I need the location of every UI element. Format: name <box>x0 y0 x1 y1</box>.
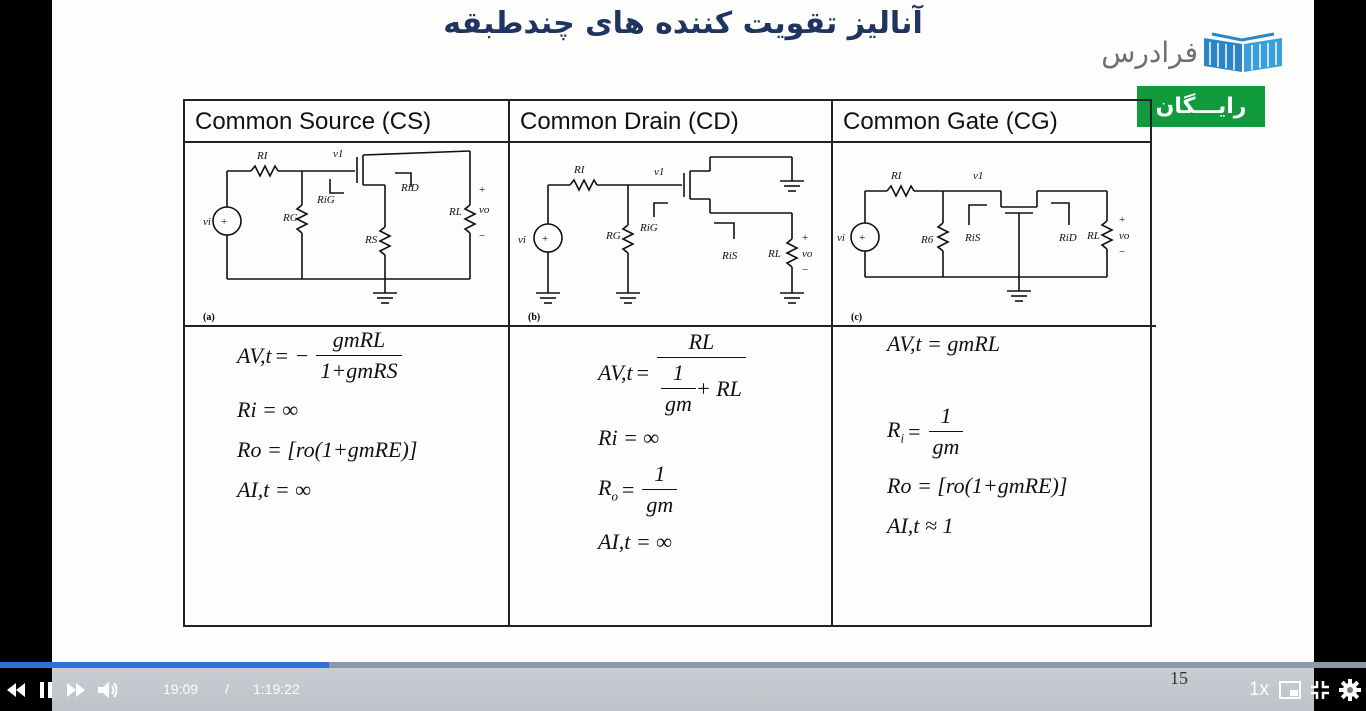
svg-text:vo: vo <box>802 248 813 260</box>
svg-text:v1: v1 <box>973 170 984 182</box>
svg-text:RiG: RiG <box>317 194 335 206</box>
cs-equations <box>185 327 508 625</box>
cd-output-resistance: $R_o$ = $\frac{1}{gm}$ <box>598 461 681 518</box>
av-denominator <box>657 357 746 417</box>
fast-forward-button[interactable] <box>64 668 88 711</box>
svg-text:+: + <box>479 184 486 196</box>
rewind-button[interactable] <box>4 668 28 711</box>
control-bar <box>0 668 1366 711</box>
svg-text:−: − <box>1119 246 1126 258</box>
av-fraction <box>316 327 401 384</box>
svg-text:RL: RL <box>449 206 462 218</box>
cg-circuit-diagram <box>833 143 1156 327</box>
exit-fullscreen-icon <box>1311 681 1329 699</box>
fast-forward-icon <box>67 683 85 697</box>
cd-current-gain: AI,t = ∞ <box>598 529 672 554</box>
av-denominator-rest: + RL <box>695 375 742 401</box>
slide-title: آنالیز تقویت کننده های چندطبقه <box>443 6 923 41</box>
svg-text:−: − <box>479 230 486 242</box>
cs-current-gain: AI,t = ∞ <box>237 477 311 502</box>
current-time: 19:09 <box>163 681 199 697</box>
column-common-source <box>185 101 508 625</box>
cs-circuit-diagram <box>185 143 508 327</box>
cg-output-resistance: Ro = [ro(1+gmRE)] <box>887 473 1068 498</box>
svg-text:+: + <box>859 232 866 244</box>
column-header: Common Source (CS) <box>185 101 508 143</box>
pause-button[interactable] <box>34 668 58 711</box>
duration: 1:19:22 <box>253 681 300 697</box>
svg-text:+: + <box>1119 214 1126 226</box>
svg-text:+: + <box>542 233 549 245</box>
cg-voltage-gain: AV,t = gmRL <box>887 331 1000 356</box>
rewind-icon <box>7 683 25 697</box>
figure-label: (b) <box>528 312 541 323</box>
av-inner-denominator: gm <box>661 388 696 417</box>
svg-text:vi: vi <box>203 216 211 228</box>
speed-label: 1x <box>1248 678 1270 700</box>
av-lhs: AV,t <box>598 360 633 385</box>
av-numerator: gmRL <box>332 327 386 352</box>
picture-in-picture-button[interactable] <box>1278 668 1302 711</box>
svg-text:RI: RI <box>891 170 902 182</box>
svg-text:−: − <box>802 264 809 276</box>
cd-circuit-diagram <box>510 143 833 327</box>
playback-speed-button[interactable] <box>1244 668 1274 711</box>
cs-output-resistance: Ro = [ro(1+gmRE)] <box>237 437 418 462</box>
column-header: Common Drain (CD) <box>510 101 833 143</box>
svg-text:v1: v1 <box>333 148 344 160</box>
settings-button[interactable] <box>1338 668 1362 711</box>
cs-voltage-gain: AV,t = − $\frac{\text{gmRL}}{\text{1+gmRS}}$ <box>237 327 406 384</box>
av-lhs: AV,t <box>237 342 272 368</box>
av-fraction <box>657 329 746 417</box>
svg-text:RiD: RiD <box>1059 232 1077 244</box>
cd-input-resistance: Ri = ∞ <box>598 425 660 450</box>
svg-text:RG: RG <box>606 230 621 242</box>
svg-text:RS: RS <box>365 234 378 246</box>
free-badge: رایـــگان <box>1137 86 1265 127</box>
ro-numerator: 1 <box>654 461 666 486</box>
volume-icon <box>98 681 120 699</box>
figure-label: (a) <box>203 312 215 323</box>
av-numerator: RL <box>688 329 715 354</box>
svg-text:+: + <box>221 216 228 228</box>
cg-input-resistance: $R_i$ = $\frac{1}{gm}$ <box>887 403 967 460</box>
svg-text:RiS: RiS <box>965 232 981 244</box>
svg-text:RG: RG <box>283 212 298 224</box>
faradars-logo <box>1101 26 1284 78</box>
slide <box>52 0 1314 662</box>
svg-text:+: + <box>802 232 809 244</box>
page-number: 15 <box>1170 668 1188 688</box>
video-player-controls <box>0 662 1366 711</box>
svg-text:RiS: RiS <box>722 250 738 262</box>
cs-schematic <box>185 143 508 325</box>
svg-text:vi: vi <box>518 234 526 246</box>
cg-equations <box>833 327 1152 625</box>
amplifier-comparison-table <box>183 99 1152 627</box>
svg-text:RL: RL <box>1087 230 1100 242</box>
book-icon <box>1202 30 1284 74</box>
cd-schematic <box>510 143 833 325</box>
pip-icon <box>1279 681 1301 699</box>
column-header: Common Gate (CG) <box>833 101 1152 143</box>
column-common-drain <box>508 101 833 625</box>
cd-voltage-gain: AV,t = RL $\frac{1}{gm}$ + RL <box>598 329 750 417</box>
svg-text:v1: v1 <box>654 166 665 178</box>
svg-text:vi: vi <box>837 232 845 244</box>
figure-label: (c) <box>851 312 863 323</box>
exit-fullscreen-button[interactable] <box>1308 668 1332 711</box>
cg-schematic <box>833 143 1156 325</box>
svg-text:RI: RI <box>574 164 585 176</box>
gear-icon <box>1339 679 1361 701</box>
cg-current-gain: AI,t ≈ 1 <box>887 513 954 538</box>
ri-denominator: gm <box>929 431 964 460</box>
svg-text:vo: vo <box>479 204 490 216</box>
time-separator: / <box>225 681 229 697</box>
av-denominator: 1+gmRS <box>316 355 401 384</box>
svg-text:R6: R6 <box>921 234 934 246</box>
svg-text:RL: RL <box>768 248 781 260</box>
column-common-gate <box>831 101 1152 625</box>
ri-numerator: 1 <box>940 403 952 428</box>
volume-button[interactable] <box>96 668 122 711</box>
svg-text:RI: RI <box>257 150 268 162</box>
svg-text:RiG: RiG <box>640 222 658 234</box>
ro-denominator: gm <box>642 489 677 518</box>
cs-input-resistance: Ri = ∞ <box>237 397 299 422</box>
cd-equations <box>510 327 833 625</box>
pause-icon <box>39 682 53 698</box>
logo-text: فرادرس <box>1101 36 1198 69</box>
svg-text:vo: vo <box>1119 230 1130 242</box>
svg-text:RiD: RiD <box>401 182 419 194</box>
av-inner-numerator: 1 <box>672 360 684 385</box>
